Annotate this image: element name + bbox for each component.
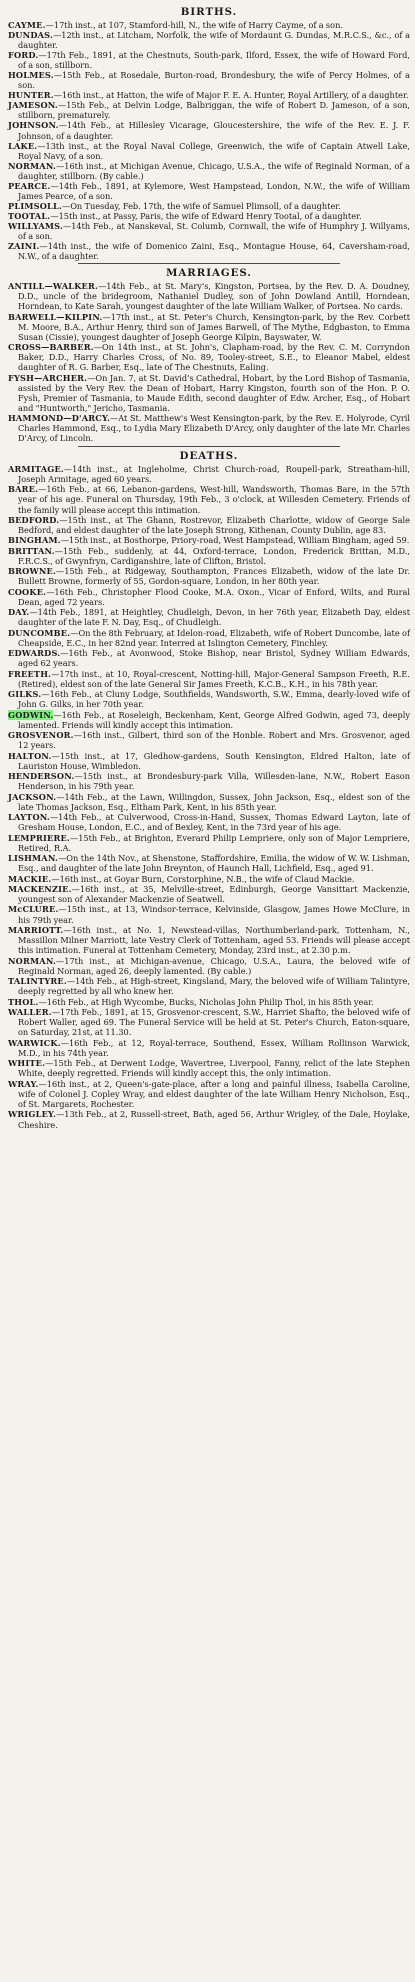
notice-entry: [8, 566, 410, 587]
deaths-section: [8, 450, 410, 1130]
deaths-heading: DEATHS.: [179, 449, 239, 462]
notice-text: —15th inst., at 13, Windsor-terrace, Kelvinside, Glasgow, James Howe McClure, in his 79th year.: [18, 904, 410, 925]
notice-entry: [8, 535, 410, 545]
notice-name: BRITTAN.: [8, 545, 55, 556]
notice-text: —15th inst., at 17, Gledhow-gardens, South Kensington, Eldred Halton, late of Lauriston House, Wimbledon.: [18, 750, 410, 771]
notice-entry: [8, 100, 410, 120]
notice-entry: [8, 710, 410, 731]
notice-text: —14th Feb., at the Lawn, Willingdon, Sussex, John Jackson, Esq., eldest son of the late Thomas Jackson, Esq., Eltham Park, Kent, in his 85th year.: [18, 791, 410, 812]
notice-name: WALLER.: [8, 1006, 52, 1017]
notice-text: —14th inst., at Ingleholme, Christ Church-road, Roupell-park, Streatham-hill, Joseph Armitage, aged 60 years.: [18, 463, 410, 484]
notice-text: —On 14th inst., at St. John's, Clapham-road, by the Rev. C. M. Corryndon Baker, D.D., Harry Charles Cross, of No. 89, Tooley-street, S.E., to Eleanor Mabel, eldest daughter of R. G. Barber, Esq., late of The Chestnuts, Ealing.: [18, 342, 410, 373]
notice-text: —15th Feb., at Brighton, Everard Philip Lempriere, only son of Major Lempriere, Retired, R.A.: [18, 832, 410, 853]
notice-entry: [8, 689, 410, 710]
notice-entry: [8, 956, 410, 977]
notice-entry: [8, 1079, 410, 1110]
notice-name: DAY.: [8, 607, 30, 618]
notice-text: —14th Feb., 1891, at Heightley, Chudleigh, Devon, in her 76th year, Elizabeth Day, eldest daughter of the late F. N. Day, Esq., of Chudleigh.: [18, 607, 410, 628]
marriages-heading: MARRIAGES.: [166, 267, 252, 280]
notice-name: NORMAN.: [8, 955, 57, 966]
notice-entry: [8, 587, 410, 608]
notice-text: —16th inst., Gilbert, third son of the Honble. Robert and Mrs. Grosvenor, aged 12 years.: [18, 730, 410, 751]
notice-entry: [8, 1109, 410, 1130]
notice-name: HUNTER.: [8, 90, 54, 101]
notice-entry: [8, 20, 410, 30]
notice-name: FYSH—ARCHER.: [8, 372, 88, 383]
notice-entry: [8, 312, 410, 342]
notice-text: —16th inst., at Hatton, the wife of Major F. E. A. Hunter, Royal Artillery, of a daughter.: [53, 90, 409, 101]
notice-name: BROWNE.: [8, 566, 57, 577]
notice-entry: [8, 70, 410, 90]
notice-name: HALTON.: [8, 750, 52, 761]
notice-entry: [8, 161, 410, 181]
notice-name: LEMPRIERE.: [8, 832, 70, 843]
notice-name: ANTILL—WALKER.: [8, 281, 99, 292]
notice-text: —14th Feb., at St. Mary's, Kingston, Portsea, by the Rev. D. A. Doudney, D.D., uncle of the bridegroom, Nathaniel Dudley, son of John Dowland Antill, Horndean, Horndean, to Kate Sarah, youngest daughter of the late William Walker, of Portsea. No cards.: [18, 281, 410, 312]
notice-text: —15th inst., at Passy, Paris, the wife of Edward Henry Tootal, of a daughter.: [50, 210, 362, 221]
notice-text: —15th inst., at Brondesbury-park Villa, Willesden-lane, N.W., Robert Eason Henderson, in his 79th year.: [18, 771, 410, 792]
notice-name: MARRIOTT.: [8, 924, 64, 935]
notice-name: McCLURE.: [8, 904, 59, 915]
notice-entry: [8, 30, 410, 50]
notice-name: WARWICK.: [8, 1037, 61, 1048]
notice-name: NORMAN.: [8, 160, 57, 171]
notice-entry: [8, 669, 410, 690]
notice-entry: [8, 342, 410, 372]
notice-text: —15th Feb., at Derwent Lodge, Wavertree, Liverpool, Fanny, relict of the late Stephen White, deeply regretted. Friends will kindly accept this, the only intimation.: [18, 1058, 410, 1079]
notice-text: —16th inst., at 35, Melville-street, Edinburgh, George Vansittart Mackenzie, youngest son of Alexander Mackenzie of Seatwell.: [18, 883, 410, 905]
marriages-list: [8, 281, 410, 444]
notice-name: FREETH.: [8, 668, 52, 679]
notice-name: THOL.: [8, 996, 39, 1007]
notice-name: HOLMES.: [8, 70, 54, 81]
notice-entry: [8, 628, 410, 649]
notice-text: —15th inst., at The Ghann, Rostrevor, Elizabeth Charlotte, widow of George Sale Bedford, and eldest daughter of the late Joseph Strong, Kithenan, County Dublin, age 83.: [18, 514, 410, 536]
notice-text: —16th Feb., at Avonwood, Stoke Bishop, near Bristol, Sydney William Edwards, aged 62 years.: [18, 648, 410, 669]
notice-text: —16th inst., at 2, Queen's-gate-place, after a long and painful illness, Isabella Caroline, wife of Colonel J. Copley Wray, and eldest daughter of the late William Henry Nicholson, Esq., of St. Margarets, Rochester.: [18, 1078, 410, 1110]
notice-entry: [8, 884, 410, 905]
notice-entry: [8, 211, 410, 221]
notice-name: JAMESON.: [8, 100, 58, 111]
notice-name: WRAY.: [8, 1078, 39, 1089]
notice-entry: [8, 925, 410, 956]
notice-name: GROSVENOR.: [8, 730, 74, 741]
notice-name: LAYTON.: [8, 812, 50, 823]
notice-entry: [8, 546, 410, 567]
notice-text: —13th inst., at the Royal Naval College, Greenwich, the wife of Captain Atwell Lake, Royal Navy, of a son.: [18, 140, 410, 161]
notice-entry: [8, 281, 410, 311]
notice-entry: [8, 833, 410, 854]
marriages-section: [8, 267, 410, 444]
notice-name-highlighted: GODWIN.: [8, 709, 54, 720]
notice-name: CAYME.: [8, 20, 46, 30]
notice-text: —17th Feb., 1891, at the Chestnuts, South-park, Ilford, Essex, the wife of Howard Ford, of a son, stillborn.: [18, 50, 410, 71]
notice-name: BINGHAM.: [8, 535, 61, 546]
notice-entry: [8, 50, 410, 70]
notice-name: BEDFORD.: [8, 514, 60, 525]
notice-name: ZAINI.: [8, 241, 40, 252]
notice-name: EDWARDS.: [8, 648, 61, 659]
notice-text: —14th Feb., at Nanskeval, St. Columb, Cornwall, the wife of Humphry J. Willyams, of a son.: [18, 220, 410, 241]
notice-name: TOOTAL.: [8, 210, 51, 221]
notice-entry: [8, 120, 410, 140]
notice-entry: [8, 464, 410, 485]
notice-entry: [8, 648, 410, 669]
notice-entry: [8, 181, 410, 201]
notice-entry: [8, 976, 410, 997]
notice-name: WRIGLEY.: [8, 1109, 57, 1120]
notice-entry: [8, 221, 410, 241]
notice-entry: [8, 904, 410, 925]
notice-entry: [8, 413, 410, 443]
notice-name: ARMITAGE.: [8, 463, 64, 474]
notice-text: —15th Feb., suddenly, at 44, Oxford-terrace, London, Frederick Brittan, M.D., F.R.C.S., of Gwynfryn, Cardiganshire, late of Clifton, Bristol.: [18, 545, 410, 566]
notice-text: —On Jan. 7, at St. David's Cathedral, Hobart, by the Lord Bishop of Tasmania, assisted by the Very Rev. the Dean of Hobart, Harry Kingston, fourth son of the Hon. P. O. Fysh, Premier of Tasmania, to Maude Edith, second daughter of Edw. Archer, Esq., of Hobart and "Huntworth," Jericho, Tasmania.: [18, 372, 410, 413]
notice-text: —14th Feb., at Hillesley Vicarage, Gloucestershire, the wife of the Rev. E. J. F. Johnson, of a daughter.: [18, 120, 410, 141]
notice-name: DUNDAS.: [8, 30, 54, 41]
notice-name: LAKE.: [8, 140, 38, 151]
notice-text: —16th Feb., at High Wycombe, Bucks, Nicholas John Philip Thol, in his 85th year.: [38, 996, 374, 1007]
notice-entry: [8, 751, 410, 772]
notice-entry: [8, 141, 410, 161]
notice-name: PLIMSOLL.: [8, 200, 63, 211]
notice-name: JOHNSON.: [8, 120, 59, 131]
notice-entry: [8, 1038, 410, 1059]
notice-entry: [8, 771, 410, 792]
section-divider: [78, 446, 340, 447]
notice-text: —15th Feb., at Rosedale, Burton-road, Brondesbury, the wife of Percy Holmes, of a son.: [18, 70, 410, 91]
notice-text: —16th Feb., at Cluny Lodge, Southfields, Wandsworth, S.W., Emma, dearly-loved wife of John G. Gilks, in her 70th year.: [18, 689, 410, 710]
notice-text: —17th inst., at 10, Royal-crescent, Notting-hill, Major-General Sampson Freeth, R.E. (Retired), eldest son of the late General Sir James Freeth, K.C.B., K.H., in his 78th year.: [18, 668, 410, 689]
notice-text: —17th inst., at St. Peter's Church, Kensington-park, by the Rev. Corbett M. Moore, B.A., Arthur Henry, third son of James Barwell, of The Mythe, Edgbaston, to Emma Susan (Cissie), youngest daughter of Joseph George Kilpin, Bayswater, W.: [18, 311, 410, 342]
notice-name: COOKE.: [8, 586, 47, 597]
notice-name: JACKSON.: [8, 791, 57, 802]
notice-text: —14th Feb., at High-street, Kingsland, Mary, the beloved wife of William Talintyre, deeply regretted by all who knew her.: [18, 976, 410, 997]
notice-entry: [8, 515, 410, 536]
notice-entry: [8, 1058, 410, 1079]
notice-name: CROSS—BARBER.: [8, 342, 94, 353]
notice-name: HENDERSON.: [8, 771, 75, 782]
notice-text: —14th inst., the wife of Domenico Zaini, Esq., Montague House, 64, Caversham-road, N.W., of a daughter.: [18, 241, 410, 262]
notice-text: —16th Feb., at 66, Lebanon-gardens, West-hill, Wandsworth, Thomas Bare, in the 57th year of his age. Funeral on Thursday, 19th Feb., 3 o'clock, at Willesden Cemetery. Friends of the family will please accept this intimation.: [18, 484, 410, 515]
notice-text: —15th Feb., at Ridgeway, Southampton, Frances Elizabeth, widow of the late Dr. Bullett Browne, formerly of 55, Gordon-square, London, in her 80th year.: [18, 566, 410, 587]
notice-text: —14th Feb., at Culverwood, Cross-in-Hand, Sussex, Thomas Edward Layton, late of Gresham House, London, E.C., and of Bexley, Kent, in the 73rd year of his age.: [18, 812, 410, 833]
notice-name: WILLYAMS.: [8, 220, 64, 231]
notice-text: —16th inst., at Michigan Avenue, Chicago, U.S.A., the wife of Reginald Norman, of a daughter, stillborn. (By cable.): [18, 160, 410, 181]
notice-name: FORD.: [8, 50, 39, 61]
notice-entry: [8, 874, 410, 884]
notice-entry: [8, 241, 410, 261]
notice-text: —16th inst., at No. 1, Newstead-villas, Northumberland-park, Tottenham, N., Massillon Milner Marriott, late Vestry Clerk of Tottenham, aged 53. Friends will please accept this intimation. Funeral at Tottenham Cemetery, Monday, 23rd inst., at 2.30 p.m.: [18, 924, 410, 956]
notice-text: —On the 8th February, at Idelon-road, Elizabeth, wife of Robert Duncombe, late of Cheapside, E.C., in her 82nd year. Interred at Islington Cemetery, Finchley.: [18, 627, 410, 648]
notice-text: —16th Feb., at Roseleigh, Beckenham, Kent, George Alfred Godwin, aged 73, deeply lamented. Friends will kindly accept this intimation.: [18, 709, 410, 730]
notice-entry: [8, 792, 410, 813]
notice-name: MACKENZIE.: [8, 883, 72, 894]
notice-entry: [8, 730, 410, 751]
notice-text: —16th Feb., at 12, Royal-terrace, Southend, Essex, William Rollinson Warwick, M.D., in his 74th year.: [18, 1037, 410, 1058]
notice-text: —16th Feb., Christopher Flood Cooke, M.A. Oxon., Vicar of Enford, Wilts, and Rural Dean, aged 72 years.: [18, 586, 410, 607]
notice-text: —17th Feb., 1891, at 15, Grosvenor-crescent, S.W., Harriet Shafto, the beloved wife of Robert Waller, aged 69. The Funeral Service will be held at St. Peter's Church, Eaton-square, on Saturday, 21st, at 11.30.: [18, 1006, 410, 1038]
notice-name: BARWELL—KILPIN.: [8, 311, 103, 322]
notice-text: —15th Feb., at Delvin Lodge, Balbriggan, the wife of Robert D. Jameson, of a son, stillborn, prematurely.: [18, 100, 410, 121]
notice-text: —On Tuesday, Feb. 17th, the wife of Samuel Plimsoll, of a daughter.: [62, 200, 341, 211]
notice-name: BARE.: [8, 484, 39, 495]
notice-text: —At St. Matthew's West Kensington-park, by the Rev. E. Holyrode, Cyril Charles Hammond, Esq., to Lydia Mary Elizabeth D'Arcy, only daughter of the late Mr. Charles D'Arcy, of Lincoln.: [18, 413, 410, 444]
notice-text: —17th inst., at 107, Stamford-hill, N., the wife of Harry Cayme, of a son.: [45, 20, 343, 30]
notice-entry: [8, 853, 410, 874]
notice-entry: [8, 201, 410, 211]
notice-name: DUNCOMBE.: [8, 627, 71, 638]
notice-entry: [8, 484, 410, 515]
notice-entry: [8, 1007, 410, 1038]
deaths-list: [8, 464, 410, 1130]
notice-text: —On the 14th Nov., at Shenstone, Staffordshire, Emilia, the widow of W. W. Lishman, Esq., and daughter of the late John Breynton, of Haunch Hall, Lichfield, Esq., aged 91.: [18, 853, 410, 874]
section-divider: [78, 263, 340, 264]
notice-text: —12th inst., at Litcham, Norfolk, the wife of Mordaunt G. Dundas, M.R.C.S., &c., of a daughter.: [18, 30, 410, 51]
notice-entry: [8, 607, 410, 628]
notice-name: PEARCE.: [8, 180, 51, 191]
notice-name: TALINTYRE.: [8, 976, 67, 987]
notice-name: LISHMAN.: [8, 853, 59, 864]
notice-name: WHITE.: [8, 1058, 46, 1069]
births-section: [8, 6, 410, 261]
notice-entry: [8, 373, 410, 414]
notice-text: —17th inst., at Michigan-avenue, Chicago, U.S.A., Laura, the beloved wife of Reginald Norman, aged 26, deeply lamented. (By cable.): [18, 955, 410, 976]
notice-text: —13th Feb., at 2, Russell-street, Bath, aged 56, Arthur Wrigley, of the Dale, Hoylake, Cheshire.: [18, 1109, 410, 1130]
notice-text: —15th inst., at Bosthorpe, Priory-road, West Hampstead, William Bingham, aged 59.: [60, 535, 410, 546]
notice-text: —16th inst., at Goyar Burn, Corstorphine, N.B., the wife of Claud Mackie.: [51, 873, 355, 884]
notice-text: —14th Feb., 1891, at Kylemore, West Hampstead, London, N.W., the wife of William James Pearce, of a son.: [18, 180, 410, 201]
notice-name: MACKIE.: [8, 873, 52, 884]
notice-entry: [8, 997, 410, 1007]
notice-entry: [8, 812, 410, 833]
notice-name: HAMMOND—D'ARCY.: [8, 413, 111, 424]
births-heading: BIRTHS.: [180, 6, 238, 18]
notice-entry: [8, 90, 410, 100]
notice-name: GILKS.: [8, 689, 42, 700]
births-list: [8, 20, 410, 261]
